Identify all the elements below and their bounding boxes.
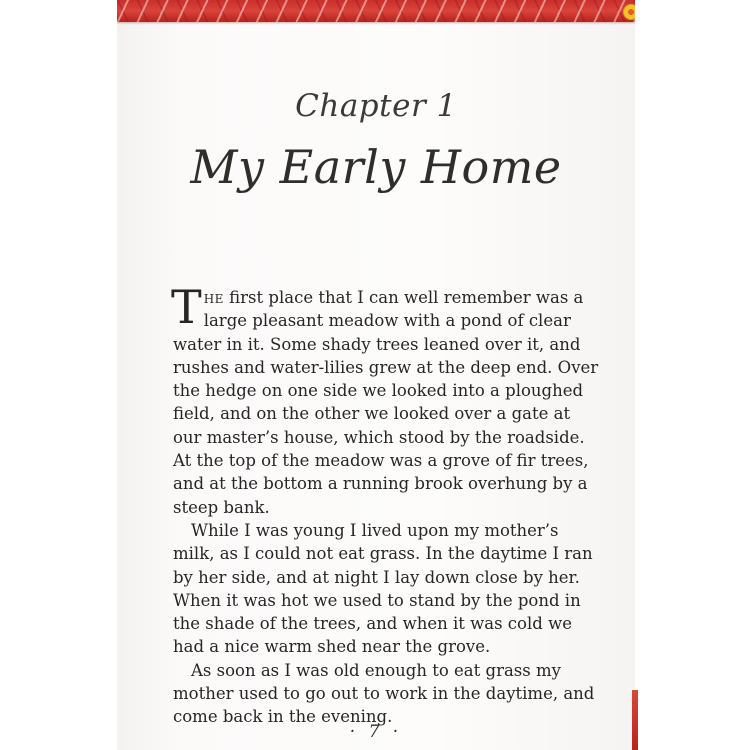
chapter-title: My Early Home (190, 140, 562, 194)
paragraph-3: As soon as I was old enough to eat grass my mother used to go out to work in the daytime, and come back in the evening. (173, 660, 595, 727)
adjacent-page-edge (632, 690, 638, 750)
paragraph-2: While I was young I lived upon my mother’s milk, as I could not eat grass. In the daytime I ran by her side, and at night I lay down close by her. When it was hot we used to stand by the pond in the shade of the trees, and when it was cold we had a nice warm shed near the grove. (173, 520, 593, 657)
chapter-body (171, 280, 603, 729)
drop-cap: T (171, 280, 202, 334)
paragraph-1 (171, 280, 603, 519)
chapter-label: Chapter 1 (295, 88, 457, 124)
lead-in: he (203, 288, 224, 307)
decorative-border (117, 0, 635, 22)
paragraph-1-text: first place that I can well remember was a large pleasant meadow with a pond of clear water in it. Some shady trees leaned over it, and rushes and water-lilies grew at the deep end. Over the hedge on one side we looked into a ploughed field, and on the other we looked over a gate at our master’s house, which stood by the roadside. At the top of the meadow was a grove of fir trees, and at the bottom a running brook overhung by a steep bank. (173, 288, 599, 517)
book-page (117, 0, 635, 750)
page-number: · 7 · (349, 722, 403, 742)
flower-ornament-icon (623, 4, 635, 20)
